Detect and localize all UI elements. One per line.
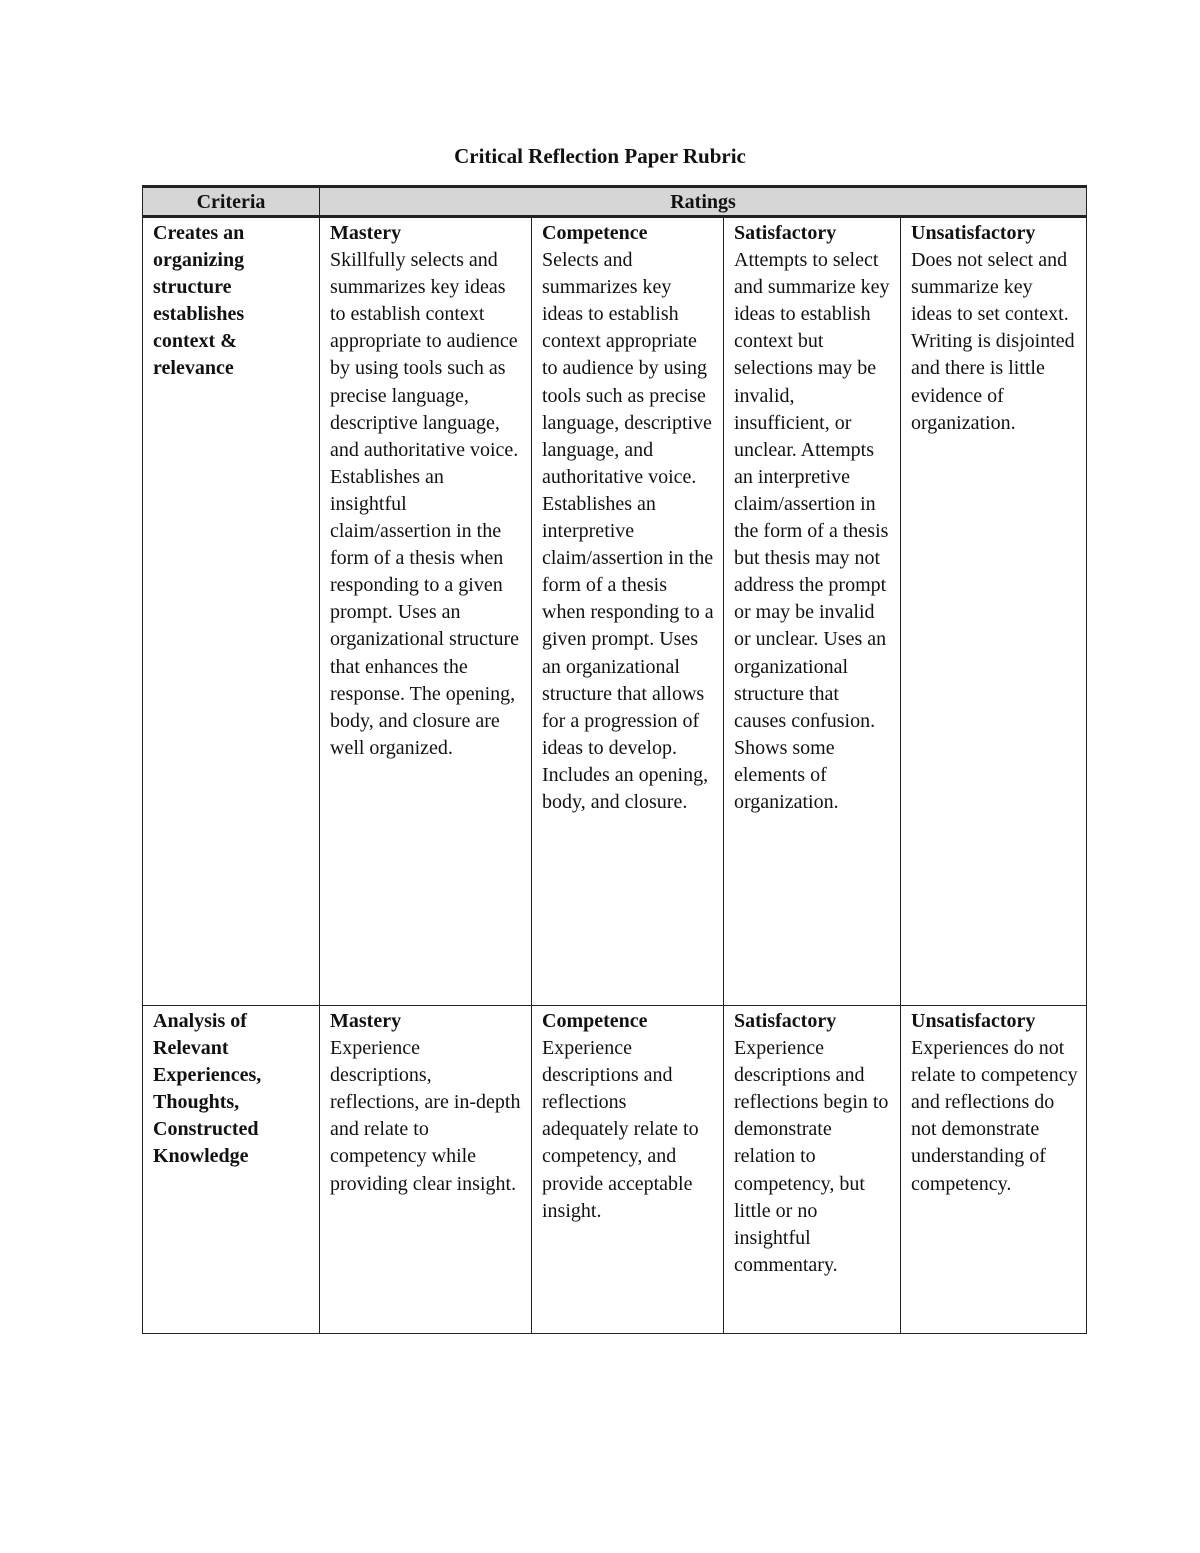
criteria-cell <box>143 217 320 1006</box>
page-title: Critical Reflection Paper Rubric <box>454 144 746 168</box>
ratings-header: Ratings <box>320 187 1087 217</box>
rubric-table <box>142 185 1087 1334</box>
rating-cell-unsatisfactory <box>901 217 1087 1006</box>
criteria-label: Creates an organizing structure establishes context & relevance <box>153 222 245 380</box>
criteria-header: Criteria <box>143 187 320 217</box>
rating-description: Experiences do not relate to competency and reflections do not demonstrate understanding of competency. <box>911 1037 1078 1195</box>
criteria-label: Analysis of Relevant Experiences, Thoughts, Constructed Knowledge <box>153 1010 262 1168</box>
rating-cell-competence <box>532 1006 724 1334</box>
criteria-cell <box>143 1006 320 1334</box>
rating-level: Unsatisfactory <box>911 222 1036 244</box>
rating-level: Satisfactory <box>734 222 837 244</box>
rating-description: Experience descriptions, reflections, are in-depth and relate to competency while providing clear insight. <box>330 1037 521 1195</box>
rating-cell-mastery <box>320 217 532 1006</box>
rating-description: Skillfully selects and summarizes key ideas to establish context appropriate to audience by using tools such as precise language, descriptive language, and authoritative voice. Establishes an insightful claim/assertion in the form of a thesis when responding to a given prompt. Uses an organizational structure that enhances the response. The opening, body, and closure are well organized. <box>330 249 520 759</box>
rating-cell-satisfactory <box>724 1006 901 1334</box>
rating-description: Attempts to select and summarize key ideas to establish context but selections may be invalid, insufficient, or unclear. Attempts an interpretive claim/assertion in the form of a thesis but thesis may not address the prompt or may be invalid or unclear. Uses an organizational structure that causes confusion. Shows some elements of organization. <box>734 249 890 813</box>
header-row <box>143 187 1087 217</box>
rating-description: Does not select and summarize key ideas to set context. Writing is disjointed and there is little evidence of organization. <box>911 249 1075 434</box>
rating-level: Satisfactory <box>734 1010 837 1032</box>
rating-description: Selects and summarizes key ideas to establish context appropriate to audience by using tools such as precise language, descriptive language, and authoritative voice. Establishes an interpretive claim/assertion in the form of a thesis when responding to a given prompt. Uses an organizational structure that allows for a progression of ideas to develop. Includes an opening, body, and closure. <box>542 249 714 813</box>
rating-cell-mastery <box>320 1006 532 1334</box>
rubric-row <box>143 217 1087 1006</box>
rating-description: Experience descriptions and reflections adequately relate to competency, and provide acceptable insight. <box>542 1037 699 1222</box>
rating-description: Experience descriptions and reflections begin to demonstrate relation to competency, but little or no insightful commentary. <box>734 1037 889 1276</box>
rubric-row <box>143 1006 1087 1334</box>
rating-cell-satisfactory <box>724 217 901 1006</box>
rating-level: Mastery <box>330 222 402 244</box>
rating-cell-unsatisfactory <box>901 1006 1087 1334</box>
rating-level: Competence <box>542 222 648 244</box>
rating-cell-competence <box>532 217 724 1006</box>
rating-level: Mastery <box>330 1010 402 1032</box>
rating-level: Unsatisfactory <box>911 1010 1036 1032</box>
rating-level: Competence <box>542 1010 648 1032</box>
